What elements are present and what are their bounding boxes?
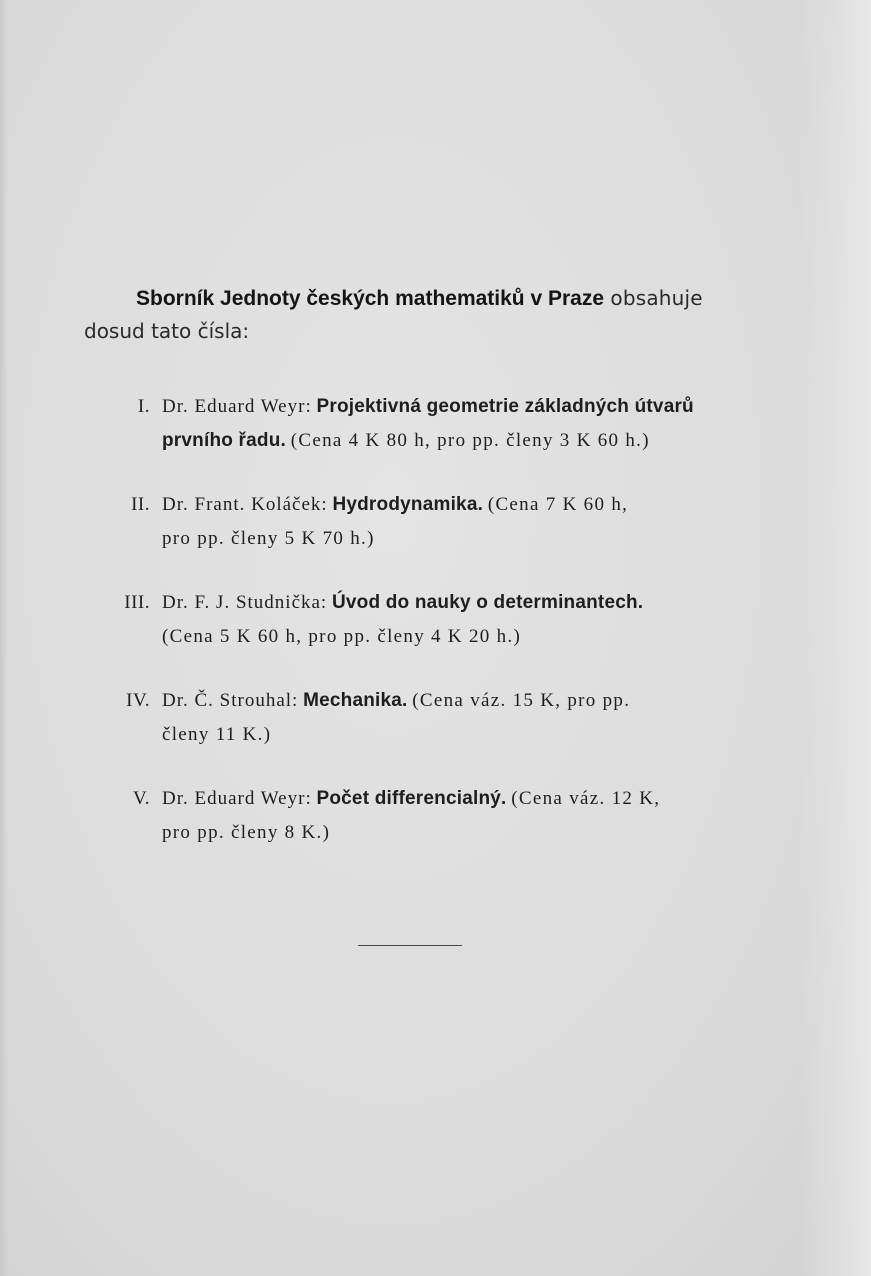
entry-price: (Cena váz. 12 K, [511, 788, 661, 809]
entry-title: Úvod do nauky o determinantech. [331, 592, 644, 613]
entry-title: Projektivná geometrie základných útvarů [316, 396, 694, 417]
entry-author: Dr. Frant. Koláček: [162, 494, 328, 515]
intro-line-1 [84, 282, 744, 315]
page-edge-highlight [801, 0, 871, 1276]
list-item [110, 782, 750, 850]
entry-line-2 [110, 522, 750, 556]
entry-line-2 [110, 718, 750, 752]
publication-list [110, 390, 750, 880]
entry-price: (Cena váz. 15 K, pro pp. [412, 690, 631, 711]
entry-number: II. [131, 494, 150, 515]
entry-title: Hydrodynamika. [332, 494, 484, 515]
list-item [110, 586, 750, 654]
entry-line-2 [110, 816, 750, 850]
entry-line-1 [110, 782, 750, 816]
entry-author: Dr. Eduard Weyr: [162, 396, 312, 417]
list-item [110, 684, 750, 752]
entry-line-1 [110, 488, 750, 522]
entry-line-2 [110, 424, 750, 458]
separator-rule [358, 945, 462, 946]
entry-price: (Cena 5 K 60 h, pro pp. členy 4 K 20 h.) [162, 626, 522, 647]
entry-number: I. [137, 396, 150, 417]
page-edge-shadow [0, 0, 8, 1276]
entry-line-2 [110, 620, 750, 654]
entry-author: Dr. Eduard Weyr: [162, 788, 312, 809]
entry-number: III. [124, 592, 150, 613]
entry-price-continued: pro pp. členy 5 K 70 h.) [162, 528, 375, 549]
entry-price-continued: členy 11 K.) [162, 724, 272, 745]
intro-paragraph [84, 282, 744, 347]
intro-line-2: dosud tato čísla: [84, 319, 250, 343]
entry-price: (Cena 4 K 80 h, pro pp. členy 3 K 60 h.) [290, 430, 650, 451]
entry-number: IV. [126, 690, 150, 711]
entry-price: (Cena 7 K 60 h, [487, 494, 629, 515]
entry-number: V. [132, 788, 150, 809]
entry-author: Dr. F. J. Studnička: [162, 592, 328, 613]
list-item [110, 488, 750, 556]
entry-price-continued: pro pp. členy 8 K.) [162, 822, 331, 843]
entry-author: Dr. Č. Strouhal: [162, 690, 299, 711]
entry-title: Počet differencialný. [316, 788, 507, 809]
entry-line-1 [110, 586, 750, 620]
entry-title: Mechanika. [303, 690, 408, 711]
entry-title-continued: prvního řadu. [162, 430, 286, 451]
entry-line-1 [110, 390, 750, 424]
publication-title: Sborník Jednoty českých mathematiků v Praze [136, 287, 605, 310]
intro-title-tail: obsahuje [610, 286, 703, 310]
list-item [110, 390, 750, 458]
entry-line-1 [110, 684, 750, 718]
